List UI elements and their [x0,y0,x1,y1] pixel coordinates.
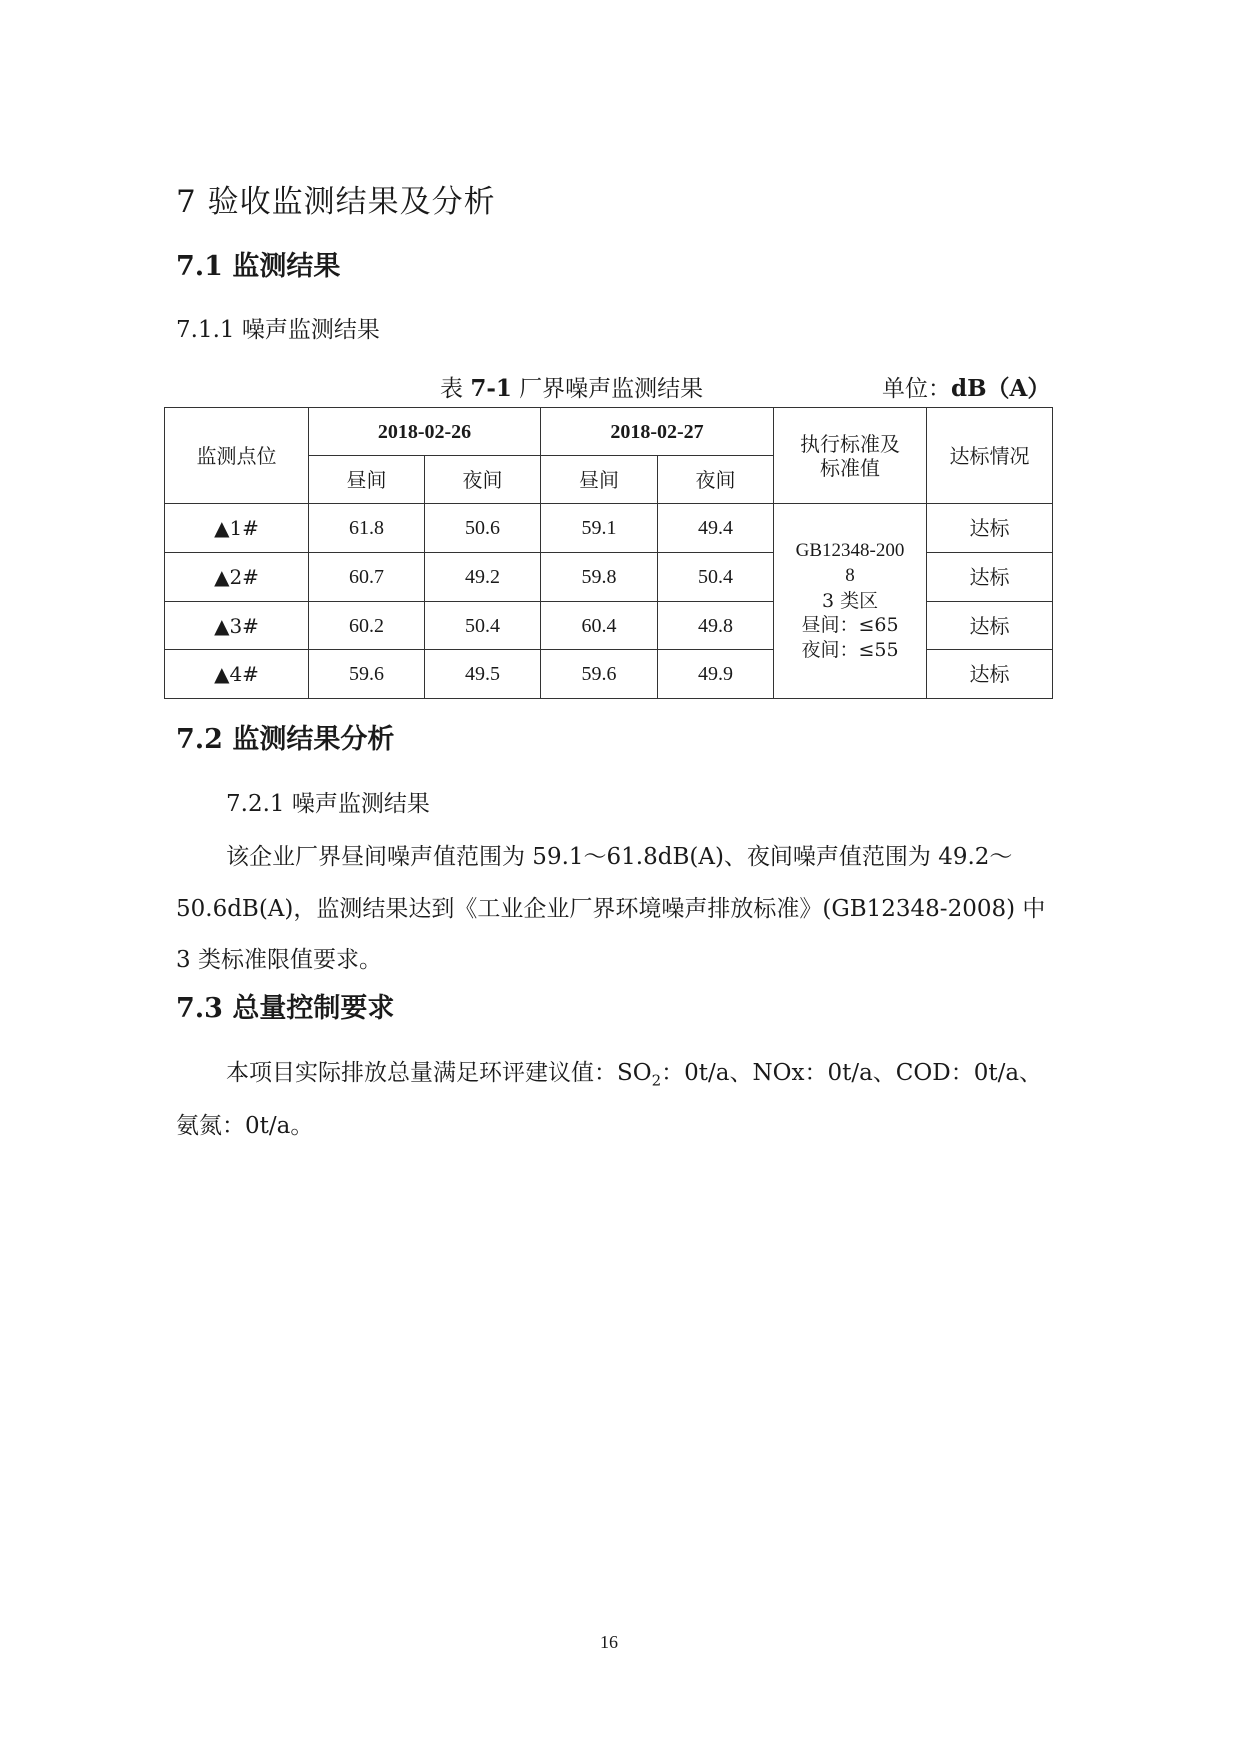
unit-label: 单位： [882,376,951,402]
noise-results-table [164,407,1053,699]
cell-value: 50.6 [425,504,541,553]
paragraph-7-2-line-2: 50.6dB(A)，监测结果达到《工业企业厂界环境噪声排放标准》(GB12348-2008) 中 [176,896,1046,922]
standard-line-5: 夜间：≤55 [801,639,899,662]
cell-value: 49.9 [658,650,774,699]
cell-value: 60.7 [309,553,425,602]
cell-value: 59.6 [309,650,425,699]
cell-status: 达标 [927,553,1053,602]
paragraph-7-3-line-2: 氨氮：0t/a。 [176,1113,314,1139]
header-standard: 执行标准及标准值 [774,408,927,504]
cell-point: ▲4# [165,650,309,699]
section-heading-7-2-1: 7.2.1 噪声监测结果 [226,791,430,817]
cell-status: 达标 [927,602,1053,650]
section-heading-7-1: 7.1 监测结果 [176,251,341,282]
table-row [165,504,1053,553]
header-night-2: 夜间 [658,456,774,504]
cell-standard [774,504,927,699]
paragraph-7-3-line-1 [226,1054,1042,1090]
paragraph-7-2-line-1: 该企业厂界昼间噪声值范围为 59.1～61.8dB(A)、夜间噪声值范围为 49.2～ [226,844,1013,870]
section-heading-7: 7 验收监测结果及分析 [176,184,496,220]
cell-value: 61.8 [309,504,425,553]
section-heading-7-2: 7.2 监测结果分析 [176,724,395,755]
caption-title: 厂界噪声监测结果 [511,376,704,402]
header-day-1: 昼间 [309,456,425,504]
cell-value: 49.2 [425,553,541,602]
cell-value: 49.4 [658,504,774,553]
cell-value: 50.4 [658,553,774,602]
standard-line-2: 8 [845,564,855,586]
header-night-1: 夜间 [425,456,541,504]
header-date-1: 2018-02-26 [309,408,541,456]
section-heading-7-3: 7.3 总量控制要求 [176,993,395,1024]
para-7-3-subscript: 2 [651,1071,662,1090]
table-caption [440,370,703,403]
para-7-3-text-a: 本项目实际排放总量满足环评建议值：SO [226,1060,652,1086]
cell-point: ▲2# [165,553,309,602]
unit-value: dB（A） [951,375,1051,402]
caption-prefix: 表 [440,376,471,402]
header-day-2: 昼间 [541,456,658,504]
cell-value: 60.4 [541,602,658,650]
header-status: 达标情况 [927,408,1053,504]
cell-value: 59.1 [541,504,658,553]
cell-point: ▲3# [165,602,309,650]
cell-point: ▲1# [165,504,309,553]
cell-value: 59.8 [541,553,658,602]
header-date-2: 2018-02-27 [541,408,774,456]
paragraph-7-2-line-3: 3 类标准限值要求。 [176,947,382,973]
section-heading-7-1-1: 7.1.1 噪声监测结果 [176,317,380,343]
cell-value: 60.2 [309,602,425,650]
table-unit [882,370,1050,403]
cell-status: 达标 [927,650,1053,699]
page-number: 16 [600,1632,618,1652]
caption-number: 7-1 [470,375,512,402]
cell-status: 达标 [927,504,1053,553]
header-point: 监测点位 [165,408,309,504]
standard-line-3: 3 类区 [821,589,879,612]
standard-line-1: GB12348-200 [795,540,905,562]
cell-value: 49.8 [658,602,774,650]
standard-line-4: 昼间：≤65 [801,614,899,637]
cell-value: 49.5 [425,650,541,699]
cell-value: 50.4 [425,602,541,650]
cell-value: 59.6 [541,650,658,699]
para-7-3-text-b: ：0t/a、NOx：0t/a、COD：0t/a、 [661,1060,1043,1086]
